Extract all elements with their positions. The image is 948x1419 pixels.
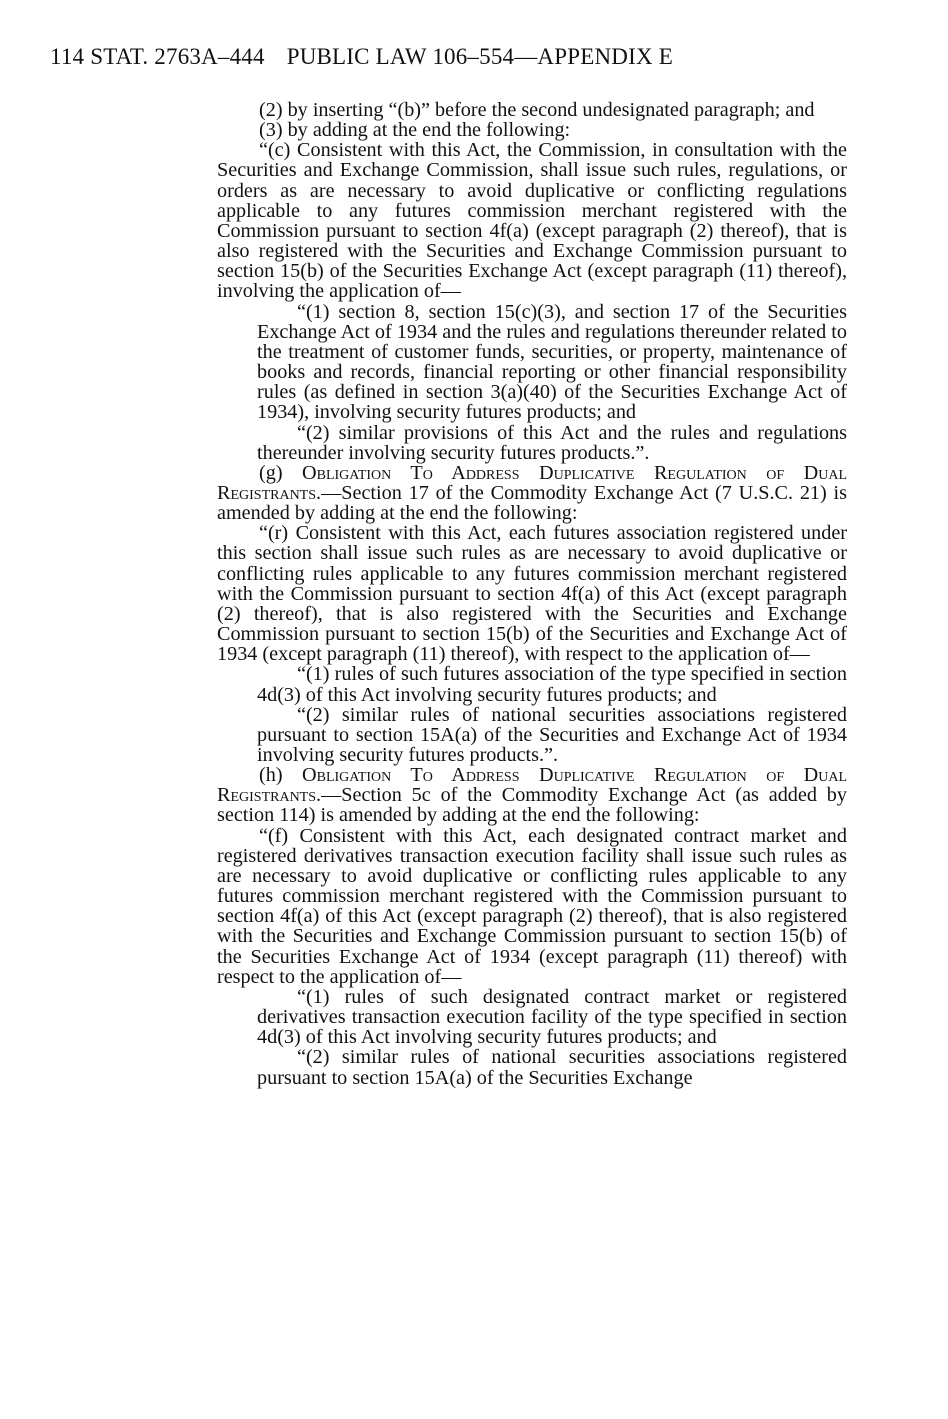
paragraph: “(2) similar provisions of this Act and the rules and regulations thereunder involving security futures products.”.: [257, 421, 847, 464]
paragraph: “(2) similar rules of national securities associations registered pursuant to section 15A(a) of the Securities and Exchange Act of 1934 involving security futures products.”.: [257, 703, 847, 766]
paragraph: “(c) Consistent with this Act, the Commission, in consultation with the Securities and Exchange Commission, shall issue such rules, regulations, or orders as are necessary to avoid duplicative or conflicting regulations applicable to any futures commission merchant registered with the Commission pursuant to section 4f(a) (except paragraph (2) thereof), that is also registered with the Securities and Exchange Commission pursuant to section 15(b) of the Securities Exchange Act (except paragraph (11) thereof), involving the application of—: [217, 139, 847, 303]
paragraph: “(1) section 8, section 15(c)(3), and section 17 of the Securities Exchange Act of 1934 and the rules and regulations thereunder related to the treatment of customer funds, securities, or property, maintenance of books and records, financial reporting or other financial responsibility rules (as defined in section 3(a)(40) of the Securities Exchange Act of 1934), involving security futures products; and: [257, 300, 847, 424]
paragraph: “(1) rules of such designated contract market or registered derivatives transaction execution facility of the type specified in section 4d(3) of this Act involving security futures products; and: [257, 985, 847, 1049]
paragraph: “(1) rules of such futures association of the type specified in section 4d(3) of this Act involving security futures products; and: [257, 663, 847, 706]
paragraph: “(2) similar rules of national securities associations registered pursuant to section 15A(a) of the Securities Exchange: [257, 1046, 847, 1089]
section-label: (g): [259, 461, 283, 484]
page-title: PUBLIC LAW 106–554—APPENDIX E: [286, 44, 673, 69]
section-label: (h): [259, 764, 283, 787]
paragraph: (3) by adding at the end the following:: [259, 119, 571, 142]
paragraph: “(r) Consistent with this Act, each futures association registered under this section shall issue such rules as are necessary to avoid duplicative or conflicting rules applicable to any futures commission merchant registered with the Commission pursuant to section 4f(a) of this Act (except paragraph (2) thereof), that is also registered with the Securities and Exchange Commission pursuant to section 15(b) of the Securities and Exchange Act of 1934 (except paragraph (11) thereof), with respect to the application of—: [217, 522, 847, 666]
section-heading: Obligation To Address Duplicative Regulation of Dual Registrants.: [217, 764, 847, 807]
quoted-subsection: [217, 302, 847, 463]
paragraph: “(f) Consistent with this Act, each designated contract market and registered derivatives transaction execution facility shall issue such rules as are necessary to avoid duplicative or conflicting rules applicable to any futures commission merchant registered with the Commission pursuant to section 4f(a) of this Act (except paragraph (2) thereof), that is also registered with the Securities and Exchange Commission pursuant to section 15(b) of the Securities Exchange Act of 1934 (except paragraph (11) thereof) with respect to the application of—: [217, 824, 847, 988]
paragraph: (2) by inserting “(b)” before the second undesignated paragraph; and: [259, 99, 815, 121]
section-text: —Section 17 of the Commodity Exchange Act (7 U.S.C. 21) is amended by adding at the end the following:: [217, 481, 847, 525]
section-heading-g: [217, 463, 847, 523]
section-text: —Section 5c of the Commodity Exchange Act (as added by section 114) is amended by adding at the end the following:: [217, 784, 847, 827]
body-text: [217, 100, 847, 1088]
section-heading: Obligation To Address Duplicative Regulation of Dual Registrants.: [217, 461, 847, 504]
stat-citation: 114 STAT. 2763A–444: [50, 44, 265, 69]
quoted-subsection: [217, 664, 847, 765]
quoted-subsection: [217, 987, 847, 1088]
running-head: [50, 44, 673, 70]
section-heading-h: [217, 765, 847, 825]
